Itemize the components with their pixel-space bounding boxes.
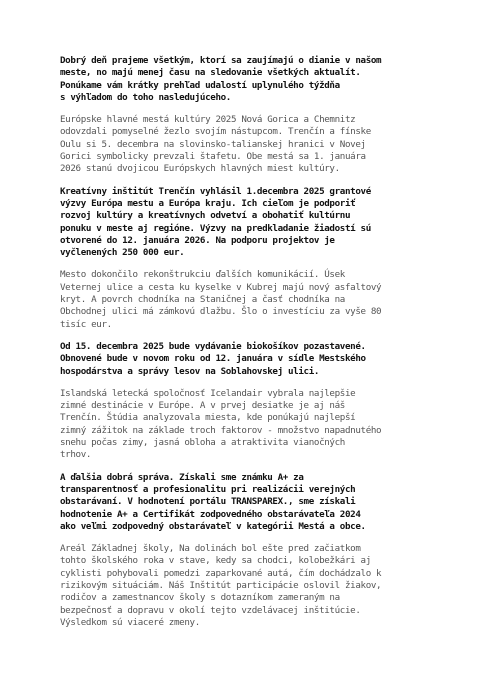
text-line: trhov. xyxy=(60,449,92,461)
text-line: s výhľadom do toho nasledujúceho. xyxy=(60,91,231,103)
text-line: rizikovým situáciám. Náš Inštitút participácie oslovil žiakov, xyxy=(60,579,382,591)
text-line: tohto školského roka v stave, kedy sa chodci, kolobežkári aj xyxy=(60,555,371,567)
culture-capital-paragraph xyxy=(60,114,428,175)
text-line: meste, no majú menej času na sledovanie všetkých aktualít. xyxy=(60,67,361,79)
text-line: Oulu si 5. decembra na slovinsko-talianskej hranici v Novej xyxy=(60,138,366,150)
text-line: Od 15. decembra 2025 bude vydávanie biokošíkov pozastavené. xyxy=(60,340,366,352)
text-line: ponuku v meste aj regióne. Výzvy na predkladanie žiadostí sú xyxy=(60,222,371,234)
text-line: obstarávaní. V hodnotení portálu TRANSPAREX., sme získali xyxy=(60,496,356,508)
text-line: cyklisti pohybovali pomedzi zaparkované autá, čím dochádzalo k xyxy=(60,567,382,579)
text-line: transparentnosť a profesionalitu pri realizácii verejných xyxy=(60,483,356,495)
text-line: Kreatívny inštitút Trenčín vyhlásil 1.decembra 2025 grantové xyxy=(60,185,371,197)
biobaskets-paragraph xyxy=(60,341,428,378)
grant-paragraph xyxy=(60,186,428,260)
text-line: Gorici symbolicky prevzali štafetu. Obe mestá sa 1. januára xyxy=(60,151,366,163)
document-page xyxy=(60,55,428,639)
text-line: Mesto dokončilo rekonštrukciu ďalších komunikácií. Úsek xyxy=(60,269,345,281)
text-line: hodnotenie A+ a Certifikát zodpovedného obstarávateľa 2024 xyxy=(60,508,361,520)
text-line: zimné destinácie v Európe. A v prvej desiatke je aj náš xyxy=(60,400,345,412)
text-line: tisíc eur. xyxy=(60,318,112,330)
text-line: Dobrý deň prajeme všetkým, ktorí sa zaujímajú o dianie v našom xyxy=(60,55,382,66)
text-line: A ďalšia dobrá správa. Získali sme známku A+ za xyxy=(60,471,304,483)
text-line: výzvy Európa mestu a Európa kraju. Ich cieľom je podporiť xyxy=(60,197,356,209)
text-line: vyčlenených 250 000 eur. xyxy=(60,247,185,259)
text-line: Európske hlavné mestá kultúry 2025 Nová Gorica a Chemnitz xyxy=(60,114,356,126)
text-line: kryt. A povrch chodníka na Staničnej a časť chodníka na xyxy=(60,294,345,306)
text-line: Ponúkame vám krátky prehľad udalostí uplynulého týždňa xyxy=(60,79,340,91)
text-line: hospodárstva a správy lesov na Soblahovskej ulici. xyxy=(60,365,320,377)
text-line: Trenčín. Štúdia analyzovala miesta, kde ponúkajú najlepší xyxy=(60,412,356,424)
roads-paragraph xyxy=(60,269,428,330)
text-line: Výsledkom sú viaceré zmeny. xyxy=(60,616,200,628)
text-line: otvorené do 12. januára 2026. Na podporu projektov je xyxy=(60,234,335,246)
text-line: zimný zážitok na základe troch faktorov - množstvo napadnutého xyxy=(60,424,382,436)
text-line: rodičov a zamestnancov školy s dotazníkom zameraným na xyxy=(60,592,340,604)
text-line: Veternej ulice a cesta ku kyselke v Kubrej majú nový asfaltový xyxy=(60,281,382,293)
text-line: 2026 stanú dvojicou Európskych hlavných miest kultúry. xyxy=(60,163,340,175)
intro-paragraph xyxy=(60,55,428,104)
icelandair-paragraph xyxy=(60,388,428,462)
school-area-paragraph xyxy=(60,543,428,629)
text-line: Obchodnej ulici má zámkovú dlažbu. Šlo o investíciu za vyše 80 xyxy=(60,306,382,318)
transparency-paragraph xyxy=(60,472,428,533)
text-line: snehu počas zimy, jasná obloha a atraktivita vianočných xyxy=(60,437,345,449)
text-line: bezpečnosť a dopravu v okolí tejto vzdelávacej inštitúcie. xyxy=(60,604,361,616)
text-line: rozvoj kultúry a kreatívnych odvetví a obohatiť kultúrnu xyxy=(60,210,351,222)
text-line: Islandská letecká spoločnosť Icelandair vybrala najlepšie xyxy=(60,387,356,399)
text-line: ako veľmi zodpovedný obstarávateľ v kategórii Mestá a obce. xyxy=(60,520,366,532)
text-line: odovzdali pomyselné žezlo svojím nástupcom. Trenčín a fínske xyxy=(60,126,371,138)
text-line: Obnovené bude v novom roku od 12. januára v sídle Mestského xyxy=(60,353,366,365)
text-line: Areál Základnej školy, Na dolinách bol ešte pred začiatkom xyxy=(60,543,361,555)
